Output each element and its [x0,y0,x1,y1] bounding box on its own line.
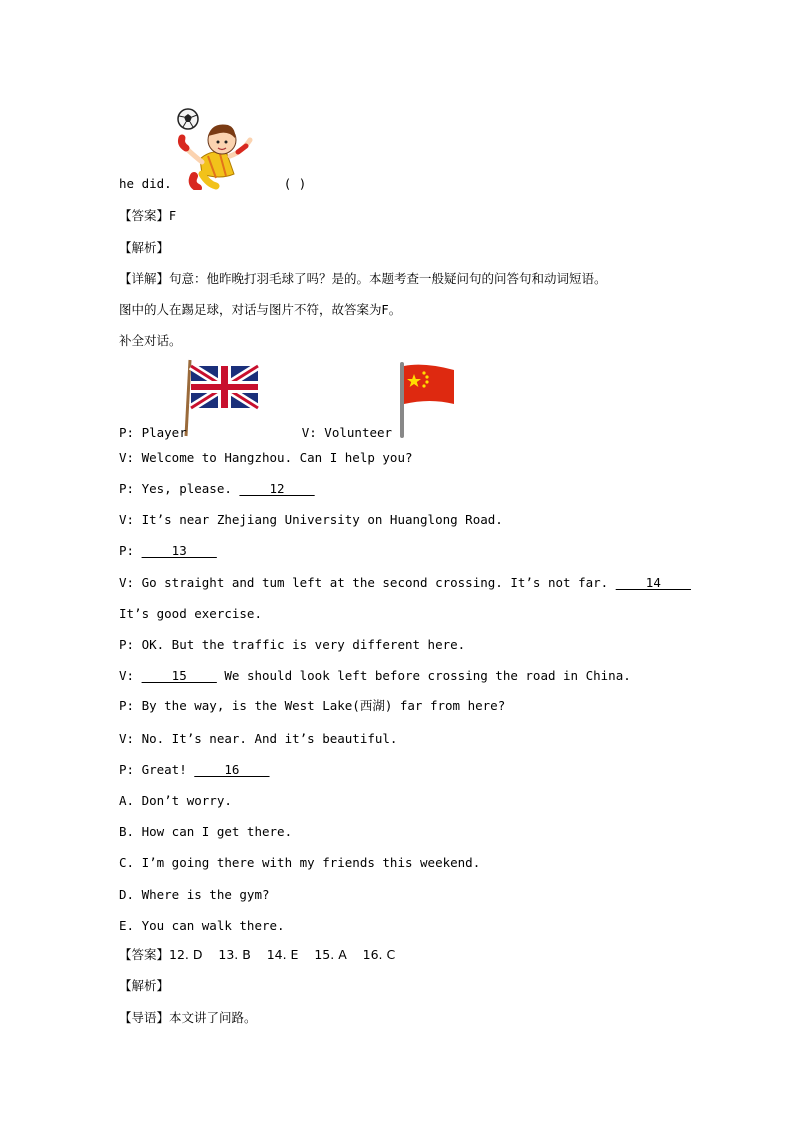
dialogue-line-11 [119,762,270,778]
detail-text-2: 图中的人在踢足球，对话与图片不符，故答案为F。 [119,302,402,317]
dialogue-line-8-text: V: [119,668,142,683]
blank-14: 14 [615,575,691,590]
blank-13: 13 [141,543,217,558]
option-c: C. I’m going there with my friends this weekend. [119,855,481,870]
option-a: A. Don’t worry. [119,793,232,808]
blank-15: 15 [141,668,217,683]
question-11-text: he did. [119,176,172,191]
dialogue-line-4-text: P: [119,543,142,558]
option-b: B. How can I get there. [119,824,293,839]
option-d: D. Where is the gym? [119,887,270,902]
blank-16: 16 [194,762,270,777]
analysis-label-1: 【解析】 [119,240,170,255]
dialogue-line-7: P: OK. But the traffic is very different here. [119,637,466,652]
volunteer-role: V: Volunteer [301,425,393,440]
roles-line [119,425,392,441]
dialogue-line-5 [119,575,691,591]
dialogue-line-1: V: Welcome to Hangzhou. Can I help you? [119,450,413,465]
dialogue-line-5-text: V: Go straight and tum left at the second crossing. It’s not far. [119,575,616,590]
player-role: P: Player [119,425,187,440]
analysis-label-2: 【解析】 [119,978,170,993]
dialogue-line-2 [119,481,315,497]
dialogue-line-3: V: It’s near Zhejiang University on Huanglong Road. [119,512,503,527]
answer-label-2: 【答案】12. D 13. B 14. E 15. A 16. C [119,947,396,962]
dialogue-line-6: It’s good exercise. [119,606,262,621]
dialogue-line-8-rest: We should look left before crossing the road in China. [216,668,631,683]
dialogue-line-4 [119,543,217,559]
answer-label-1: 【答案】F [119,208,177,223]
dialogue-line-8 [119,668,631,684]
dialogue-line-10: V: No. It’s near. And it’s beautiful. [119,731,398,746]
answer-bracket: ( ) [283,176,307,191]
dialogue-line-2-text: P: Yes, please. [119,481,240,496]
china-flag-image [394,362,458,438]
dialogue-line-9: P: By the way, is the West Lake(西湖) far from here? [119,698,506,713]
detail-text: 【详解】句意：他昨晚打羽毛球了吗？是的。本题考查一般疑问句的问答句和动词短语。 [119,271,607,286]
option-e: E. You can walk there. [119,918,285,933]
instruction-text: 补全对话。 [119,333,182,348]
question-11 [119,176,306,192]
blank-12: 12 [239,481,315,496]
dialogue-line-11-text: P: Great! [119,762,195,777]
guide-text: 【导语】本文讲了问路。 [119,1010,257,1025]
